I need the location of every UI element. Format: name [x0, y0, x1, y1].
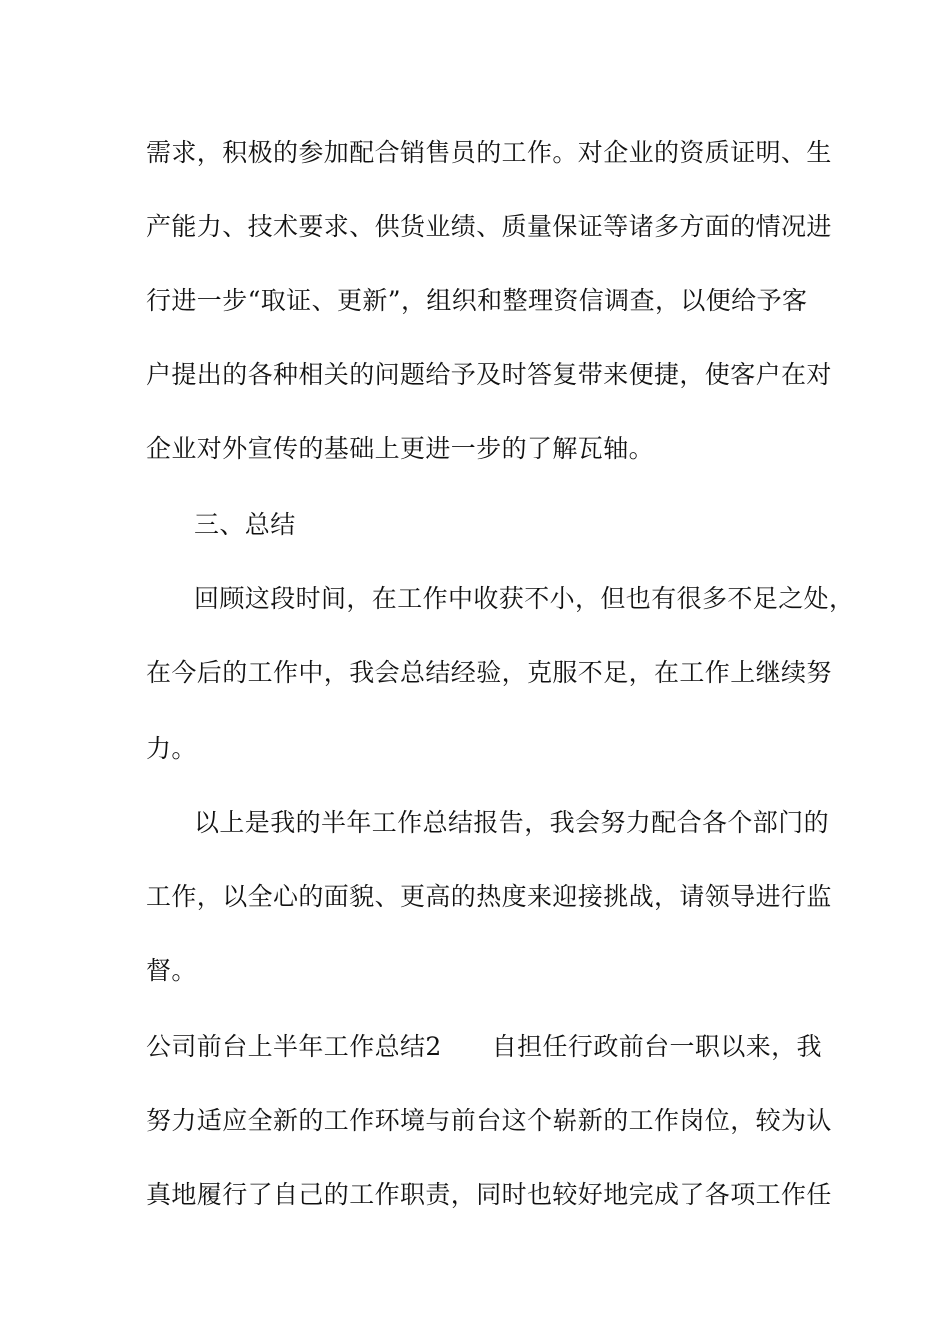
paragraph-line: 回顾这段时间，在工作中收获不小，但也有很多不足之处，	[194, 584, 855, 613]
paragraph-line: 真地履行了自己的工作职责，同时也较好地完成了各项工作任	[146, 1180, 832, 1209]
paragraph-line: 在今后的工作中，我会总结经验，克服不足，在工作上继续努	[146, 658, 832, 687]
section-heading: 三、总结	[194, 510, 296, 539]
paragraph-line: 行进一步“取证、更新”，组织和整理资信调查，以便给予客	[146, 286, 808, 315]
paragraph-line: 产能力、技术要求、供货业绩、质量保证等诸多方面的情况进	[146, 212, 832, 241]
document-title-line	[146, 1032, 826, 1062]
paragraph-line: 以上是我的半年工作总结报告，我会努力配合各个部门的	[194, 808, 830, 837]
paragraph-line: 努力适应全新的工作环境与前台这个崭新的工作岗位，较为认	[146, 1106, 832, 1135]
paragraph-line: 力。	[146, 734, 197, 763]
document-title: 公司前台上半年工作总结2	[146, 1032, 442, 1061]
paragraph-start: 自担任行政前台一职以来，我	[491, 1032, 822, 1061]
paragraph-line: 户提出的各种相关的问题给予及时答复带来便捷，使客户在对	[146, 360, 832, 389]
paragraph-line: 督。	[146, 956, 197, 985]
paragraph-line: 工作，以全心的面貌、更高的热度来迎接挑战，请领导进行监	[146, 882, 832, 911]
paragraph-line: 企业对外宣传的基础上更进一步的了解瓦轴。	[146, 434, 655, 463]
paragraph-line: 需求，积极的参加配合销售员的工作。对企业的资质证明、生	[146, 138, 832, 167]
